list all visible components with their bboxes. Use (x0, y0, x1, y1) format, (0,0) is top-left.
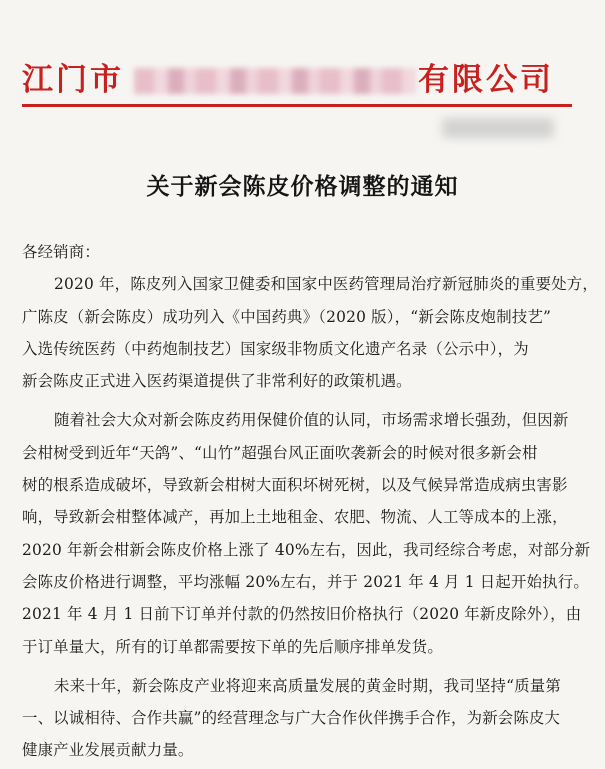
text-line: 树的根系造成破坏，导致新会柑树大面积坏树死树，以及气候异常造成病虫害影 (22, 476, 568, 495)
paragraph-2 (22, 404, 591, 662)
text-line: 2020 年，陈皮列入国家卫健委和国家中医药管理局治疗新冠肺炎的重要处方， (54, 275, 598, 294)
text-line: 新会陈皮正式进入医药渠道提供了非常利好的政策机遇。 (22, 372, 412, 391)
text-line: 2021 年 4 月 1 日前下订单并付款的仍然按旧价格执行（2020 年新皮除外），由 (22, 605, 582, 624)
letterhead-rule (22, 104, 572, 107)
text-line: 会陈皮价格进行调整，平均涨幅 20%左右，并于 2021 年 4 月 1 日起开始执行。 (22, 572, 589, 591)
text-line: 一、以诚相待、合作共赢”的经营理念与广大合作伙伴携手合作，为新会陈皮大 (22, 709, 561, 728)
text-line: 广陈皮（新会陈皮）成功列入《中国药典》（2020 版），“新会陈皮炮制技艺” (22, 307, 552, 326)
notice-body (22, 236, 598, 767)
paragraph-3 (22, 670, 582, 767)
text-line: 健康产业发展贡献力量。 (22, 741, 194, 760)
text-line: 未来十年，新会陈皮产业将迎来高质量发展的黄金时期，我司坚持“质量第 (54, 676, 561, 695)
redacted-company-name (134, 68, 416, 94)
text-line: 2020 年新会柑新会陈皮价格上涨了 40%左右，因此，我司经综合考虑，对部分新 (22, 540, 591, 559)
text-line: 会柑树受到近年“天鸽”、“山竹”超强台风正面吹袭新会的时候对很多新会柑 (22, 443, 538, 462)
paragraph-1 (22, 268, 598, 397)
company-name-suffix: 有限公司 (418, 62, 554, 98)
salutation: 各经销商： (22, 243, 100, 261)
notice-title: 关于新会陈皮价格调整的通知 (146, 174, 459, 200)
text-line: 随着社会大众对新会陈皮药用保健价值的认同，市场需求增长强劲，但因新 (54, 411, 569, 430)
company-name-prefix: 江门市 (22, 62, 124, 98)
redacted-date (442, 118, 554, 138)
text-line: 响，导致新会柑整体减产，再加上土地租金、农肥、物流、人工等成本的上涨， (22, 508, 568, 527)
text-line: 入选传统医药（中药炮制技艺）国家级非物质文化遗产名录（公示中），为 (22, 339, 529, 358)
text-line: 于订单量大，所有的订单都需要按下单的先后顺序排单发货。 (22, 637, 443, 656)
letterhead (22, 60, 582, 108)
